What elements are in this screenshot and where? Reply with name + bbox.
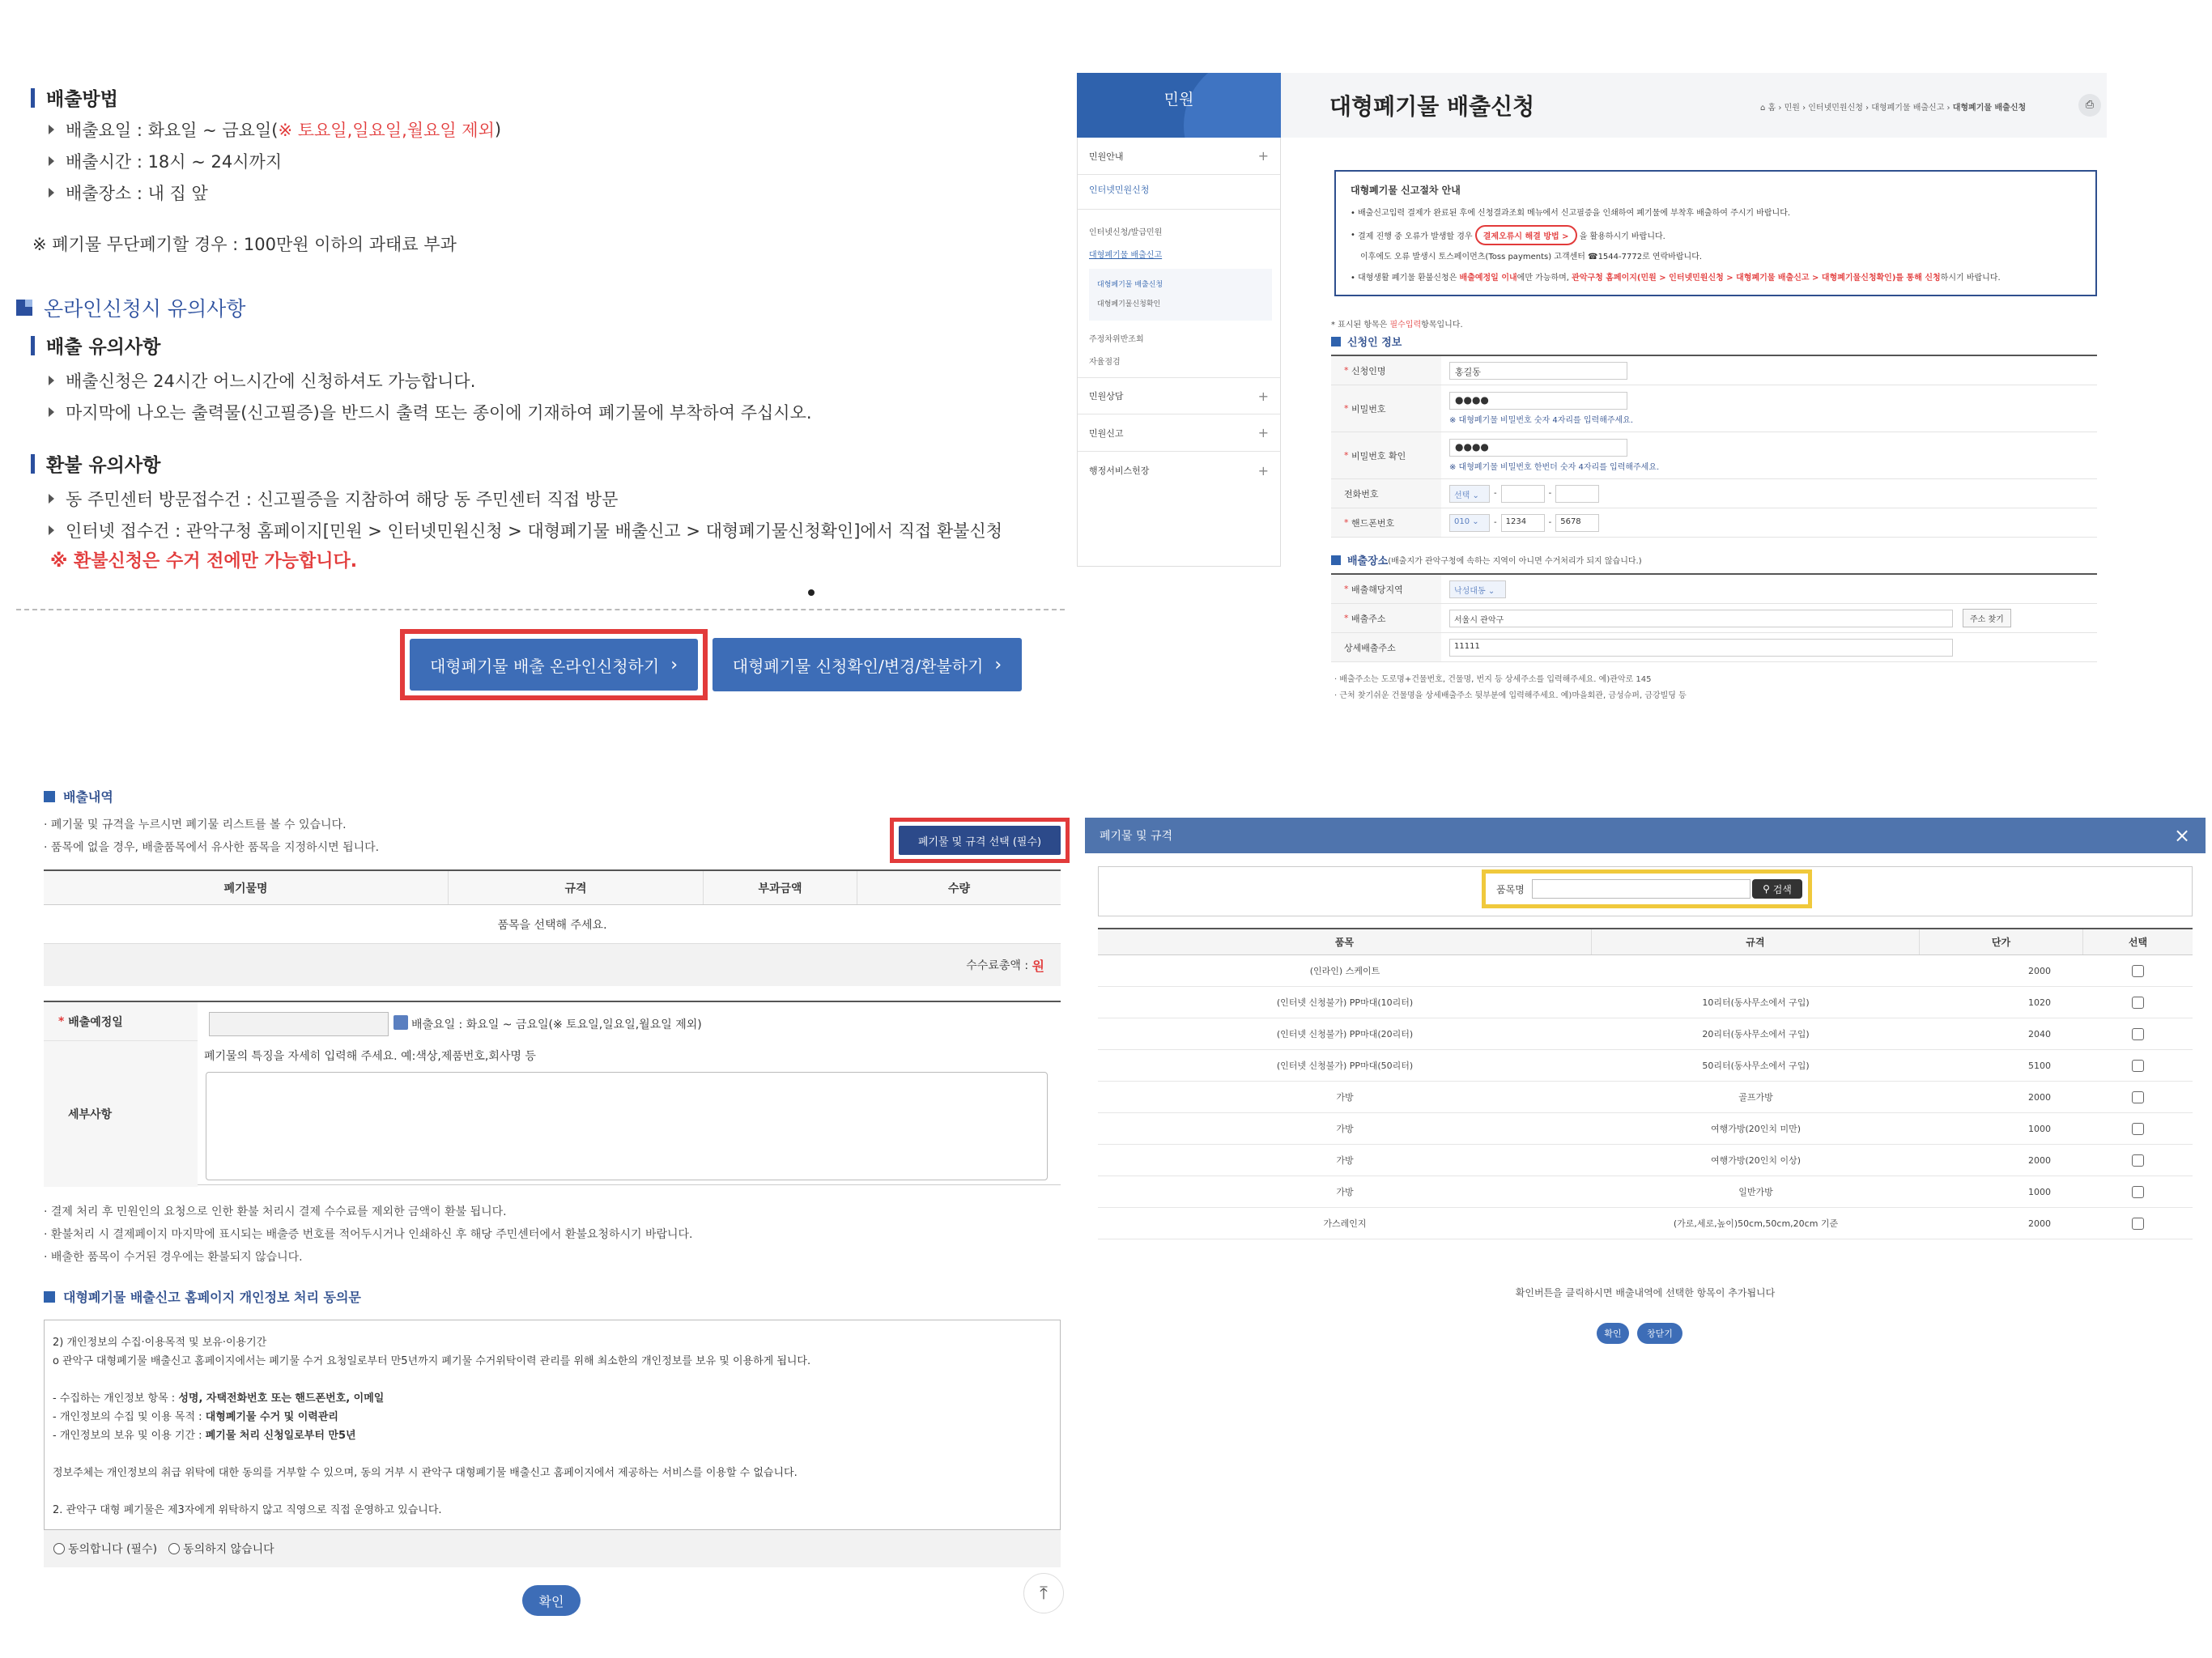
select-waste-button[interactable]: 폐기물 및 규격 선택 (필수) [899, 826, 1061, 855]
details-note-1: · 폐기물 및 규격을 누르시면 폐기물 리스트를 볼 수 있습니다. [44, 818, 347, 831]
select-checkbox[interactable] [2132, 1154, 2144, 1167]
method-day [49, 117, 501, 142]
popup-header [1085, 818, 2206, 853]
title-text: 대형폐기물 배출신고 홈페이지 개인정보 처리 동의문 [63, 1290, 361, 1305]
refund-note-1 [49, 487, 618, 511]
section-square-icon [1331, 337, 1341, 346]
label-text: 핸드폰번호 [1351, 517, 1395, 529]
breadcrumb-current: 대형폐기물 배출신청 [1952, 104, 2027, 113]
cell-select [2083, 1208, 2193, 1239]
applicant-name-input[interactable]: 홍길동 [1449, 362, 1627, 380]
table-row [1098, 1176, 2193, 1208]
sidebar-subgroup [1089, 269, 1272, 321]
required-mark: * [1344, 584, 1351, 594]
tel-last-input[interactable] [1555, 485, 1599, 503]
cell-select [2083, 1176, 2193, 1207]
col-price: 단가 [1920, 929, 2083, 954]
refund-info-3: · 배출한 품목이 수거된 경우에는 환불되지 않습니다. [44, 1251, 303, 1264]
date-input[interactable] [209, 1012, 389, 1036]
popup-title: 폐기물 및 규격 [1100, 830, 1173, 843]
method-place [49, 181, 208, 205]
print-icon[interactable]: ⎙ [2078, 94, 2101, 117]
label-text: 배출해당지역 [1351, 584, 1403, 595]
popup-close-button[interactable]: 창닫기 [1637, 1323, 1682, 1344]
popup-footer-note: 확인버튼을 클릭하시면 배출내역에 선택한 항목이 추가됩니다 [1515, 1287, 1776, 1299]
row-addr2 [1331, 633, 2097, 662]
breadcrumb-item[interactable]: 홈 [1767, 104, 1776, 113]
section-title-disposal [31, 332, 160, 359]
disposal-note-1 [49, 368, 475, 393]
table-row [1098, 955, 2193, 987]
col-item: 품목 [1098, 929, 1592, 954]
cell-spec: 10리터(동사무소에서 구입) [1702, 997, 1810, 1008]
date-label [44, 1002, 198, 1041]
notice-text: 하시기 바랍니다. [1940, 274, 2001, 283]
consent-spacer [53, 1445, 1052, 1464]
cell-spec: 골프가방 [1738, 1092, 1773, 1103]
cell-item: 가방 [1336, 1092, 1354, 1103]
consent-text: - 개인정보의 보유 및 이용 기간 : [53, 1430, 206, 1442]
required-note [1331, 317, 1463, 329]
sidebar-label: 민원상담 [1089, 391, 1124, 402]
select-checkbox[interactable] [2132, 1060, 2144, 1072]
refund-info-2: · 환불처리 시 결제페이지 마지막에 표시되는 배출증 번호를 적어두시거나 인쇄하신 후 해당 주민센터에서 환불요청하시기 바랍니다. [44, 1228, 693, 1241]
close-icon[interactable]: × [2173, 824, 2191, 847]
cell-select [2083, 1050, 2193, 1081]
table-row [1098, 1145, 2193, 1176]
section-label: 배출장소 [1347, 555, 1389, 568]
password-confirm-hint: ※ 대형폐기물 비밀번호 한번더 숫자 4자리를 입력해주세요. [1449, 463, 1660, 472]
radio-icon [53, 1543, 65, 1554]
heading-square-icon [16, 300, 32, 316]
consent-line: 2. 관악구 대형 폐기물은 제3자에게 위탁하지 않고 직영으로 직접 운영하고 있습니다. [53, 1504, 442, 1516]
bullet-icon [49, 188, 54, 198]
time-text: 배출시간 : 18시 ~ 24시까지 [66, 152, 283, 172]
required-mark: * [1344, 613, 1351, 623]
cell-item: 가방 [1336, 1124, 1354, 1134]
field-label: 전화번호 [1331, 479, 1441, 508]
consent-box[interactable] [44, 1320, 1061, 1530]
plus-icon: + [1257, 425, 1269, 440]
notice-item-2: • 결제 진행 중 오류가 발생할 경우 결제오류시 해결 방법 > 을 활용하시기 바랍니다. [1351, 225, 1665, 245]
date-note: 배출요일 : 화요일 ~ 금요일(※ 토요일,일요일,월요일 제외) [411, 1018, 702, 1031]
notice-item-1: • 배출신고입력 결제가 완료된 후에 신청결과조회 메뉴에서 신고필증을 인쇄하여 폐기물에 부착후 배출하여 주시기 바랍니다. [1351, 209, 1791, 218]
breadcrumb-item[interactable]: 인터넷민원신청 [1808, 104, 1863, 113]
password-confirm-input[interactable]: ●●●● [1449, 439, 1627, 457]
notice-text: 을 활용하시기 바랍니다. [1579, 232, 1665, 241]
waste-list-popup [1085, 818, 2212, 1368]
notice-text: 배출신고입력 결제가 완료된 후에 신청결과조회 메뉴에서 신고필증을 인쇄하여 폐기물에 부착후 배출하여 주시기 바랍니다. [1358, 209, 1791, 218]
label-text: 신청인명 [1351, 365, 1386, 376]
consent-line [53, 1389, 1052, 1408]
cell-price: 2000 [2028, 1218, 2051, 1229]
info-text: 환불처리 시 결제페이지 마지막에 표시되는 배출증 번호를 적어두시거나 인쇄하신 후 해당 주민센터에서 환불요청하시기 바랍니다. [50, 1228, 693, 1241]
search-button-label: 검색 [1772, 883, 1792, 895]
foot-text: 배출주소는 도로명+건물번호, 건물명, 번지 등 상세주소를 입력해주세요. 예)관악로 145 [1339, 675, 1652, 684]
place-text: 배출장소 : 내 집 앞 [66, 184, 208, 203]
breadcrumb: ⌂ 홈 › 민원 › 인터넷민원신청 › 대형폐기물 배출신고 › 대형폐기물 배출신청 [1760, 104, 2027, 113]
disposal-note-text: 배출신청은 24시간 어느시간에 신청하셔도 가능합니다. [66, 372, 476, 391]
bullet-icon [49, 494, 54, 504]
confirm-button[interactable]: 확인 [522, 1585, 581, 1616]
disposal-title: 배출 유의사항 [46, 337, 161, 358]
cell-spec [1592, 955, 1920, 986]
password-hint: ※ 대형폐기물 비밀번호 숫자 4자리를 입력해주세요. [1449, 416, 1634, 425]
cell-price: 2040 [2028, 1028, 2051, 1039]
cell-select [2083, 1145, 2193, 1175]
refund-warning: ※ 환불신청은 수거 전에만 가능합니다. [50, 551, 358, 572]
cell-spec: 여행가방(20인치 이상) [1710, 1155, 1802, 1166]
waste-table-header [1098, 928, 2193, 955]
consent-line: 2) 개인정보의 수집·이용목적 및 보유·이용기간 [53, 1337, 267, 1349]
items-table-header [44, 869, 1061, 905]
table-row [1098, 987, 2193, 1018]
scroll-top-icon[interactable]: ⤒ [1023, 1573, 1064, 1613]
address-search-button[interactable]: 주소 찾기 [1963, 609, 2011, 627]
cell-item: (인라인) 스케이트 [1309, 966, 1380, 976]
notice-item-4: • 대형생활 폐기물 환불신청은 배출예정일 이내에만 가능하며, 관악구청 홈페이지(민원 > 인터넷민원신청 > 대형폐기물 배출신고 > 대형폐기물신청확인)를 통해 신청하시기 바랍니다. [1351, 274, 2001, 283]
info-text: 배출한 품목이 수거된 경우에는 환불되지 않습니다. [50, 1251, 303, 1264]
method-time [49, 149, 282, 173]
row-tel: 전화번호 선택 ⌄ - - [1331, 479, 2097, 508]
select-checkbox[interactable] [2132, 1091, 2144, 1103]
table-row [1098, 1113, 2193, 1145]
cell-price: 1020 [2028, 997, 2051, 1008]
detail-hint: 폐기물의 특징을 자세히 입력해 주세요. 예:색상,제품번호,회사명 등 [204, 1050, 536, 1063]
sidebar-item-consult[interactable] [1078, 377, 1280, 414]
select-checkbox[interactable] [2132, 1123, 2144, 1135]
online-title: 온라인신청시 유의사항 [44, 297, 246, 321]
apply-label: 대형폐기물 배출 온라인신청하기 [429, 656, 660, 676]
waste-table-body [1098, 955, 2193, 1256]
sidebar [1077, 138, 1281, 567]
disposal-guide-panel [0, 0, 1077, 729]
page-header [1281, 73, 2107, 138]
table-row [1098, 1082, 2193, 1113]
note-required: 필수입력 [1389, 321, 1422, 329]
refund-note-text: 인터넷 접수건 : 관악구청 홈페이지[민원 > 인터넷민원신청 > 대형폐기물 배출신고 > 대형폐기물신청확인]에서 직접 환불신청 [66, 521, 1003, 541]
place-note: (배출지가 관악구청에 속하는 지역이 아니면 수거처리가 되지 않습니다.) [1388, 557, 1642, 566]
col-waste-name: 폐기물명 [44, 871, 449, 904]
field-label [1331, 385, 1441, 432]
details-title [44, 787, 113, 806]
consent-spacer [53, 1371, 1052, 1389]
applicant-section-title [1331, 334, 1402, 349]
radio-label: 동의하지 않습니다 [183, 1543, 274, 1556]
required-mark: * [1344, 365, 1351, 376]
notice-item-3: 이후에도 오류 발생시 토스페이먼츠(Toss payments) 고객센터 ☎1544-7772로 연락바랍니다. [1360, 253, 1703, 261]
field-label [1331, 356, 1441, 385]
disposal-details-screen [0, 777, 1077, 1658]
notice-emphasis: 관악구청 홈페이지(민원 > 인터넷민원신청 > 대형폐기물 배출신고 > 대형폐기물신청확인)를 통해 신청 [1572, 274, 1941, 283]
cell-price: 1000 [2028, 1186, 2051, 1197]
disposal-note-text: 마지막에 나오는 출력물(신고필증)을 반드시 출력 또는 종이에 기재하여 폐기물에 부착하여 주십시오. [66, 403, 812, 423]
select-checkbox[interactable] [2132, 1186, 2144, 1198]
row-addr [1331, 604, 2097, 633]
agree-radio[interactable] [53, 1541, 157, 1557]
consent-bold: 성명, 자택전화번호 또는 핸드폰번호, 이메일 [178, 1392, 385, 1405]
popup-confirm-button[interactable]: 확인 [1597, 1323, 1629, 1344]
note-text: 품목에 없을 경우, 배출품목에서 유사한 품목을 지정하시면 됩니다. [50, 841, 380, 854]
section-label: 신청인 정보 [1347, 337, 1402, 349]
day-close: ) [494, 120, 502, 139]
row-pw [1331, 385, 2097, 432]
details-note-2: · 품목에 없을 경우, 배출품목에서 유사한 품목을 지정하시면 됩니다. [44, 841, 380, 854]
empty-row: 품목을 선택해 주세요. [44, 905, 1061, 944]
address-detail-input[interactable]: 11111 [1449, 639, 1953, 657]
col-qty: 수량 [947, 882, 971, 895]
select-checkbox[interactable] [2132, 997, 2144, 1009]
cell-item: 가방 [1336, 1187, 1354, 1197]
divider [16, 609, 1065, 610]
sidebar-label: 민원안내 [1089, 151, 1124, 162]
required-mark: * [58, 1014, 69, 1028]
search-icon: ⚲ [1763, 883, 1770, 895]
label-text: 비밀번호 확인 [1351, 450, 1406, 461]
select-text: 낙성대동 [1454, 586, 1486, 596]
total-label: 수수료총액 : [966, 959, 1029, 972]
sidebar-sub-issue[interactable]: 인터넷신청/발급민원 [1089, 228, 1163, 237]
cell-select [2083, 1113, 2193, 1144]
field-label [1331, 508, 1441, 537]
sidebar-item-report[interactable] [1078, 414, 1280, 452]
cell-spec: 20리터(동사무소에서 구입) [1702, 1029, 1810, 1039]
field-label [1331, 575, 1441, 603]
cell-price: 2000 [2028, 965, 2051, 976]
title-text: 배출내역 [63, 789, 113, 805]
cell-item: (인터넷 신청불가) PP마대(50리터) [1276, 1061, 1414, 1071]
note-text: 항목입니다. [1421, 321, 1463, 329]
day-label: 배출요일 : 화요일 ~ 금요일( [66, 121, 279, 140]
col-select: 선택 [2128, 937, 2148, 948]
col-fee: 부과금액 [704, 871, 857, 904]
cell-item: (인터넷 신청불가) PP마대(10리터) [1276, 997, 1414, 1008]
search-button[interactable] [1752, 879, 1802, 899]
plus-icon: + [1257, 148, 1269, 164]
sidebar-title: 민원 [1163, 91, 1194, 108]
plus-icon: + [1257, 462, 1269, 478]
plus-icon: + [1257, 388, 1269, 404]
detail-textarea[interactable] [206, 1072, 1048, 1180]
notice-emphasis: 배출예정일 이내 [1459, 274, 1517, 283]
sidebar-label: 행정서비스헌장 [1089, 466, 1150, 476]
disposal-note-2 [49, 400, 812, 424]
area-select[interactable]: 낙성대동 ⌄ [1449, 580, 1506, 598]
bullet-icon [49, 125, 54, 134]
info-text: 결제 처리 후 민원인의 요청으로 인한 환불 처리시 결제 수수료를 제외한 금액이 환불 됩니다. [50, 1205, 507, 1218]
notice-box [1334, 170, 2097, 296]
section-title-refund [31, 450, 160, 477]
col-spec: 규격 [1592, 929, 1920, 954]
select-checkbox[interactable] [2132, 1218, 2144, 1230]
table-row [1098, 1208, 2193, 1239]
select-text: 010 [1454, 517, 1470, 526]
sidebar-item-charter[interactable] [1078, 452, 1280, 489]
tel-prefix-select[interactable]: 선택 ⌄ [1449, 485, 1490, 503]
select-text: 선택 [1454, 491, 1470, 500]
row-name [1331, 356, 2097, 385]
breadcrumb-item[interactable]: 대형폐기물 배출신고 [1871, 104, 1945, 113]
sidebar-sub-self[interactable]: 자율점검 [1089, 358, 1121, 367]
cell-spec: 여행가방(20인치 미만) [1710, 1124, 1802, 1134]
required-mark: * [1344, 450, 1351, 461]
cell-select [2083, 1082, 2193, 1112]
consent-line [53, 1426, 1052, 1445]
required-mark: * [1344, 517, 1351, 528]
refund-note-2 [49, 518, 1002, 542]
consent-bold: 폐기물 처리 신청일로부터 만5년 [205, 1430, 356, 1442]
row-pw2 [1331, 432, 2097, 479]
check-refund-button[interactable] [713, 638, 1022, 691]
cell-select [2083, 955, 2193, 986]
sidebar-item-guide[interactable] [1078, 138, 1280, 175]
notice-text: 에만 가능하며, [1516, 274, 1569, 283]
cell-price: 2000 [2028, 1154, 2051, 1166]
sidebar-sub-check[interactable]: 대형폐기물신청확인 [1097, 300, 1161, 308]
sidebar-sub-waste[interactable]: 대형폐기물 배출신고 [1089, 251, 1163, 260]
method-title: 배출방법 [46, 89, 118, 110]
section-square-icon [44, 1291, 55, 1303]
page-title: 대형폐기물 배출신청 [1329, 93, 1535, 120]
consent-line: o 관악구 대형폐기물 배출신고 홈페이지에서는 폐기물 수거 요청일로부터 만5년까지 폐기물 수거위탁이력 관리를 위해 최소한의 개인정보를 보유 및 이용하게 됩니다. [53, 1355, 811, 1367]
radio-icon [168, 1543, 180, 1554]
required-mark: * [1344, 403, 1351, 414]
place-foot-2: · 근처 찾기쉬운 건물명을 상세배출주소 뒷부분에 입력해주세요. 예)마을회관, 금성슈퍼, 금강빌딩 등 [1334, 691, 1687, 700]
consent-line [53, 1408, 1052, 1426]
section-square-icon [1331, 555, 1341, 565]
field-label [1331, 604, 1441, 632]
refund-note-text: 동 주민센터 방문접수건 : 신고필증을 지참하여 해당 동 주민센터 직접 방문 [66, 490, 619, 509]
field-label: 상세배출주소 [1331, 633, 1441, 661]
chevron-right-icon: › [670, 654, 678, 675]
cell-item: 가스레인지 [1323, 1218, 1367, 1229]
cell-price: 2000 [2028, 1091, 2051, 1103]
cell-item: (인터넷 신청불가) PP마대(20리터) [1276, 1029, 1414, 1039]
application-form-screen [1077, 73, 2113, 712]
note-text: 폐기물 및 규격을 누르시면 폐기물 리스트를 볼 수 있습니다. [50, 818, 347, 831]
place-table [1331, 573, 2097, 661]
notice-title: 대형폐기물 신고절차 안내 [1351, 185, 1461, 196]
bullet-icon [49, 525, 54, 535]
password-input[interactable]: ●●●● [1449, 392, 1627, 410]
cell-select [2083, 987, 2193, 1018]
consent-spacer [53, 1482, 1052, 1501]
online-notice-heading [16, 293, 245, 322]
sidebar-sub-apply[interactable]: 대형폐기물 배출신청 [1097, 281, 1163, 289]
bullet-icon [49, 407, 54, 417]
consent-title [44, 1287, 361, 1306]
foot-text: 근처 찾기쉬운 건물명을 상세배출주소 뒷부분에 입력해주세요. 예)마을회관, 금성슈퍼, 금강빌딩 등 [1339, 691, 1687, 700]
section-title-method [31, 84, 118, 111]
notice-text: 대형생활 폐기물 환불신청은 [1358, 274, 1457, 283]
place-foot-1: · 배출주소는 도로명+건물번호, 건물명, 번지 등 상세주소를 입력해주세요. 예)관악로 145 [1334, 675, 1652, 684]
cell-select [2083, 1018, 2193, 1049]
table-row [1098, 1050, 2193, 1082]
consent-line: 정보주체는 개인정보의 취급 위탁에 대한 동의를 거부할 수 있으며, 동의 거부 시 관악구 대형폐기물 배출신고 홈페이지에서 제공하는 서비스를 이용할 수 없습니다. [53, 1467, 798, 1479]
place-section-title [1331, 552, 1642, 568]
consent-bold: 대형폐기물 수거 및 이력관리 [205, 1411, 338, 1423]
field-label [1331, 432, 1441, 478]
detail-label: 세부사항 [44, 1041, 198, 1187]
select-checkbox[interactable] [2132, 965, 2144, 977]
refund-info-1: · 결제 처리 후 민원인의 요청으로 인한 환불 처리시 결제 수수료를 제외한 금액이 환불 됩니다. [44, 1205, 507, 1218]
calendar-icon[interactable] [393, 1015, 408, 1030]
refund-title: 환불 유의사항 [46, 455, 161, 476]
cell-price: 1000 [2028, 1123, 2051, 1134]
bullet-icon [49, 156, 54, 166]
mobile-last-input[interactable]: 5678 [1555, 514, 1599, 532]
cell-spec: 일반가방 [1738, 1187, 1773, 1197]
cell-item: 가방 [1336, 1155, 1354, 1166]
consent-text: - 수집하는 개인정보 항목 : [53, 1392, 179, 1405]
label-text: 배출예정일 [68, 1015, 123, 1029]
home-icon: ⌂ [1760, 104, 1766, 113]
section-square-icon [44, 791, 55, 802]
consent-text: - 개인정보의 수집 및 이용 목적 : [53, 1411, 206, 1423]
fee-total [44, 944, 1061, 986]
disagree-radio[interactable] [168, 1541, 274, 1557]
search-input[interactable] [1532, 879, 1750, 899]
mobile-mid-input[interactable]: 1234 [1501, 514, 1545, 532]
sidebar-item-internet[interactable]: 인터넷민원신청 [1089, 185, 1150, 195]
date-detail-table [44, 1001, 1061, 1185]
applicant-table [1331, 355, 2097, 541]
select-checkbox[interactable] [2132, 1028, 2144, 1040]
table-row [1098, 1018, 2193, 1050]
sidebar-header [1077, 73, 1281, 138]
notice-text: 결제 진행 중 오류가 발생할 경우 [1358, 232, 1473, 241]
label-text: 비밀번호 [1351, 403, 1386, 414]
radio-label: 동의합니다 (필수) [68, 1543, 158, 1556]
mobile-prefix-select[interactable]: 010 ⌄ [1449, 514, 1490, 532]
payment-error-link[interactable]: 결제오류시 해결 방법 > [1475, 225, 1577, 245]
label-text: 배출주소 [1351, 613, 1386, 624]
total-value: 원 [1032, 958, 1044, 974]
pager-dot [808, 589, 815, 596]
search-label: 품목명 [1496, 884, 1525, 895]
breadcrumb-item[interactable]: 민원 [1784, 104, 1800, 113]
row-mobile: * 핸드폰번호 010 ⌄ - 1234 - 5678 [1331, 508, 2097, 538]
col-spec: 규격 [449, 871, 704, 904]
online-apply-button[interactable] [410, 639, 698, 691]
chevron-right-icon: › [994, 654, 1002, 675]
sidebar-divider [1078, 209, 1280, 210]
address-input[interactable]: 서울시 관악구 [1449, 610, 1953, 627]
fine-note: ※ 폐기물 무단폐기할 경우 : 100만원 이하의 과태료 부과 [32, 235, 457, 254]
sidebar-label: 민원신고 [1089, 427, 1124, 439]
bullet-icon [49, 376, 54, 385]
cell-price: 5100 [2028, 1060, 2051, 1071]
consent-options [44, 1530, 1061, 1567]
cell-spec: (가로,세로,높이)50cm,50cm,20cm 기준 [1673, 1218, 1839, 1229]
cell-spec: 50리터(동사무소에서 구입) [1702, 1061, 1810, 1071]
tel-mid-input[interactable] [1501, 485, 1545, 503]
sidebar-sub-parking[interactable]: 주정차위반조회 [1089, 335, 1144, 344]
day-exclude: ※ 토요일,일요일,월요일 제외 [278, 121, 495, 140]
row-area [1331, 575, 2097, 604]
check-label: 대형폐기물 신청확인/변경/환불하기 [732, 656, 984, 676]
note-text: * 표시된 항목은 [1331, 321, 1388, 329]
